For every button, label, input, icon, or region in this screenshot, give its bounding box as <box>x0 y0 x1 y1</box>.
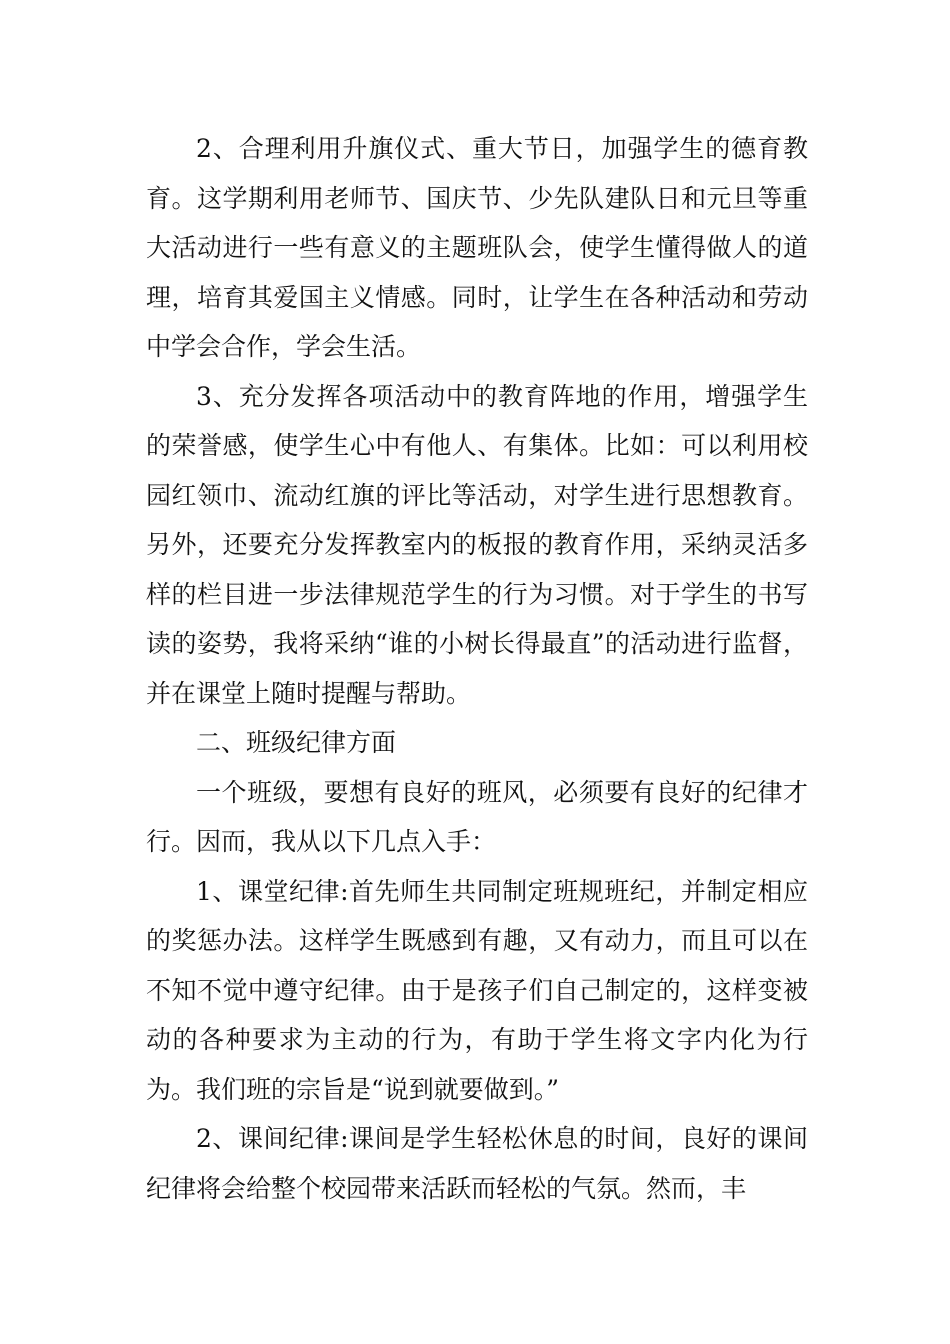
paragraph-education-activities: 3、充分发挥各项活动中的教育阵地的作用，增强学生的荣誉感，使学生心中有他人、有集体。比如：可以利用校园红领巾、流动红旗的评比等活动，对学生进行思想教育。另外，还要充分发挥教室内的板报的教育作用，采纳灵活多样的栏目进一步法律规范学生的行为习惯。对于学生的书写读的姿势，我将采纳“谁的小树长得最直”的活动进行监督，并在课堂上随时提醒与帮助。 <box>146 381 808 708</box>
paragraph-break-discipline: 2、课间纪律:课间是学生轻松休息的时间，良好的课间纪律将会给整个校园带来活跃而轻松的气氛。然而，丰 <box>146 1124 808 1203</box>
paragraph-classroom-discipline: 1、课堂纪律:首先师生共同制定班规班纪，并制定相应的奖惩办法。这样学生既感到有趣，又有动力，而且可以在不知不觉中遵守纪律。由于是孩子们自己制定的，这样变被动的各种要求为主动的行为，有助于学生将文字内化为行为。我们班的宗旨是“说到就要做到。” <box>146 876 808 1104</box>
paragraph-moral-education-ceremonies: 2、合理利用升旗仪式、重大节日，加强学生的德育教育。这学期利用老师节、国庆节、少先队建队日和元旦等重大活动进行一些有意义的主题班队会，使学生懂得做人的道理，培育其爱国主义情感。同时，让学生在各种活动和劳动中学会合作，学会生活。 <box>146 134 808 361</box>
paragraph-discipline-intro: 一个班级，要想有良好的班风，必须要有良好的纪律才行。因而，我从以下几点入手： <box>146 777 808 856</box>
section-heading-class-discipline: 二、班级纪律方面 <box>196 728 397 757</box>
document-body <box>146 124 808 1213</box>
